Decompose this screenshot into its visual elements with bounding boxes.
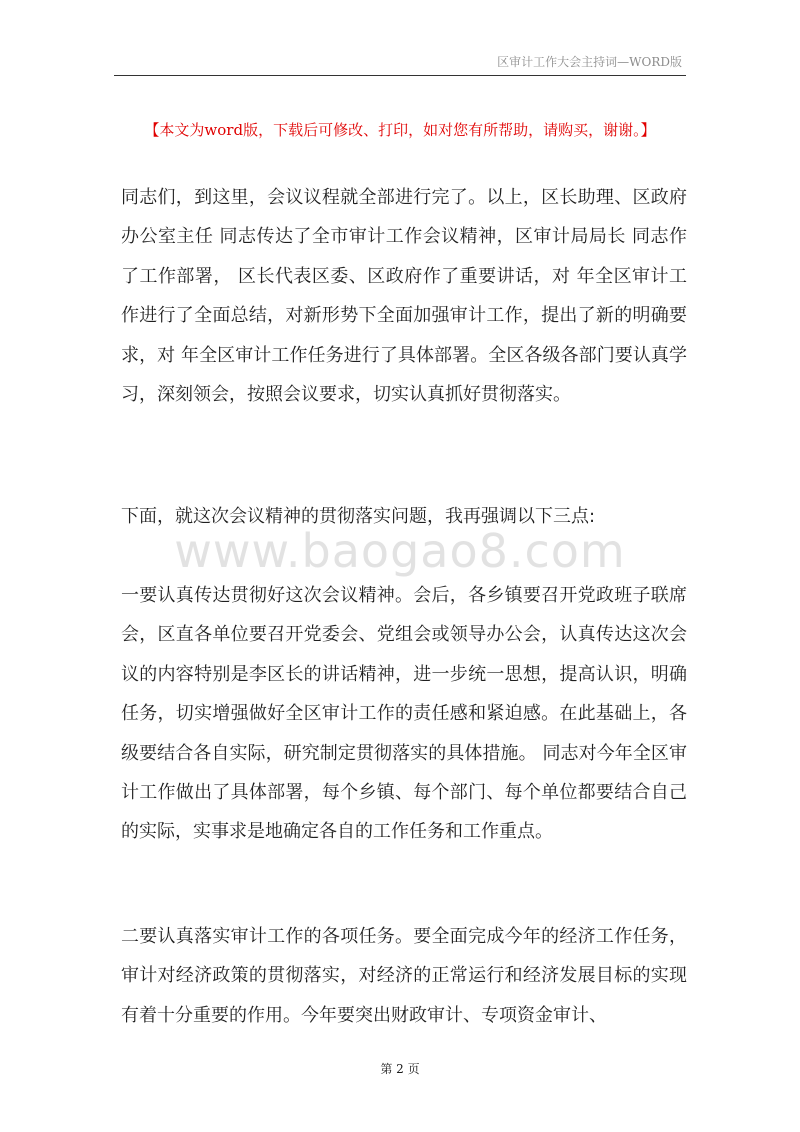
header-divider: [114, 75, 686, 76]
paragraph-3: 一要认真传达贯彻好这次会议精神。会后，各乡镇要召开党政班子联席会，区直各单位要召开党委会、党组会或领导办公会，认真传达这次会议的内容特别是李区长的讲话精神，进一步统一思想，提高认识，明确任务，切实增强做好全区审计工作的责任感和紧迫感。在此基础上，各级要结合各自实际，研究制定贯彻落实的具体措施。 同志对今年全区审计工作做出了具体部署，每个乡镇、每个部门、每个单位都要结合自己的实际，实事求是地确定各自的工作任务和工作重点。: [121, 585, 687, 843]
document-header-title: 区审计工作大会主持词—WORD版: [497, 55, 682, 69]
purchase-notice: 【本文为word版，下载后可修改、打印，如对您有所帮助，请购买，谢谢。】: [144, 121, 656, 139]
paragraph-2: 下面，就这次会议精神的贯彻落实问题，我再强调以下三点:: [121, 506, 596, 527]
paragraph-1: 同志们，到这里，会议议程就全部进行完了。以上，区长助理、区政府办公室主任 同志传达了全市审计工作会议精神，区审计局局长 同志作了工作部署， 区长代表区委、区政府作了重要讲话，对 年全区审计工作进行了全面总结，对新形势下全面加强审计工作，提出了新的明确要求，对 年全区审计工作任务进行了具体部署。全区各级各部门要认真学习，深刻领会，按照会议要求，切实认真抓好贯彻落实。: [121, 187, 687, 406]
page-number: 第 2 页: [380, 1062, 420, 1076]
paragraph-4: 二要认真落实审计工作的各项任务。要全面完成今年的经济工作任务，审计对经济政策的贯彻落实，对经济的正常运行和经济发展目标的实现有着十分重要的作用。今年要突出财政审计、专项资金审计、: [121, 926, 687, 1026]
watermark-text: www.baogao8.com: [174, 524, 626, 578]
